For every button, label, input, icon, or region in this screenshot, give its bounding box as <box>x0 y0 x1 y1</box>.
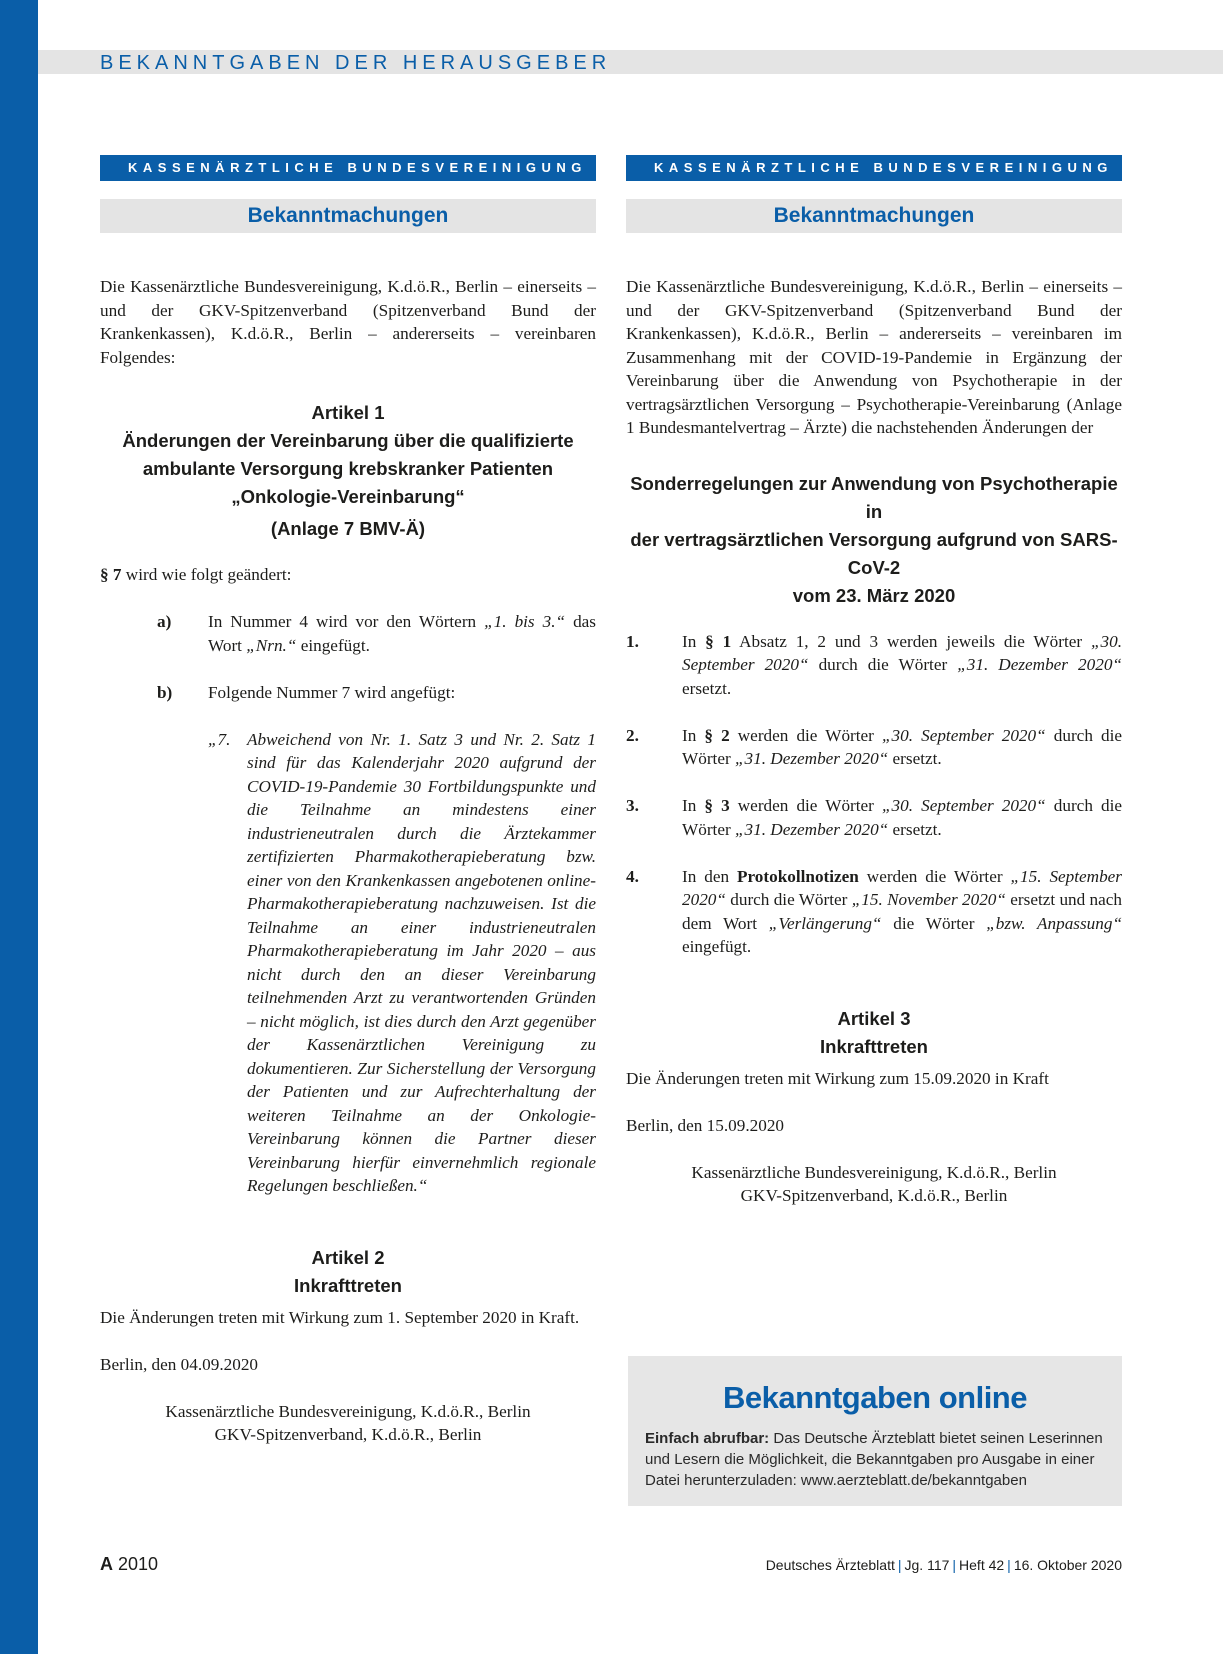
intro-paragraph: Die Kassenärztliche Bundesvereinigung, K.d.ö.R., Berlin – einerseits – und der GKV-Spitzenverband (Spitzenverband Bund der Krankenkassen), K.d.ö.R., Berlin – andererseits – vereinbaren im Zusammenhang mit der COVID-19-Pandemie in Ergänzung der Vereinbarung über die Anwendung von Psychotherapie in der vertragsärztlichen Versorgung – Psychotherapie-Vereinbarung (Anlage 1 Bundesmantelvertrag – Ärzte) die nachstehenden Änderungen der <box>626 277 1122 437</box>
signatory: GKV-Spitzenverband, K.d.ö.R., Berlin <box>740 1186 1008 1205</box>
signatures <box>100 1400 596 1447</box>
text-run: In <box>682 796 705 815</box>
left-column <box>100 155 596 1447</box>
text-run: In Nummer 4 wird vor den Wörtern <box>208 612 485 631</box>
list-item-3 <box>626 794 1122 841</box>
effective-text: Die Änderungen treten mit Wirkung zum 15.09.2020 in Kraft <box>626 1068 1049 1088</box>
online-info-box <box>628 1356 1122 1506</box>
effective-text: Die Änderungen treten mit Wirkung zum 1. September 2020 in Kraft. <box>100 1307 580 1327</box>
text-run: die Wörter <box>881 913 987 933</box>
list-item-b <box>100 681 596 705</box>
article-2-heading <box>100 1244 596 1300</box>
online-box-body: Das Deutsche Ärzteblatt bietet seinen Leserinnen und Lesern die Möglichkeit, die Bekanntgaben pro Ausgabe in einer Datei herunterzuladen: www.aerzteblatt.de/bekanntgaben <box>645 1430 1103 1489</box>
item-text <box>682 724 1122 771</box>
text-run: eingefügt. <box>296 635 370 655</box>
italic-run: „1. bis 3.“ <box>484 612 566 631</box>
text-run: ersetzt. <box>888 749 942 768</box>
text-run: eingefügt. <box>682 937 752 956</box>
announcements-heading: Bekanntmachungen <box>626 199 1122 233</box>
text-run: durch die Wörter <box>682 796 1122 839</box>
heading-line: vom 23. März 2020 <box>792 584 956 606</box>
text-run: ersetzt und nach dem Wort <box>682 890 1122 933</box>
italic-run: „Nrn.“ <box>246 635 297 655</box>
italic-run: „30. September 2020“ <box>881 796 1046 815</box>
article-1-heading <box>100 399 596 543</box>
article-3-heading <box>626 1005 1122 1061</box>
heading-line: der vertragsärztlichen Versorgung aufgrund von SARS-CoV-2 <box>630 528 1118 578</box>
quote-text: Abweichend von Nr. 1. Satz 3 und Nr. 2. Satz 1 sind für das Kalenderjahr 2020 aufgrund der COVID-19-Pandemie 30 Fortbildungspunkte und die Teilnahme an mindestens einer industrieneutralen durch die Ärztekammer zertifizierten Pharmakotherapieberatung bzw. einer von den Krankenkassen angebotenen online-Pharmakotherapieberatung nachzuweisen. Ist die Teilnahme an einer industrieneutralen Pharmakotherapieberatung im Jahr 2020 – aus nicht durch den an dieser Vereinbarung teilnehmenden Arzt zu verantwortenden Gründen – nicht möglich, ist dies durch den Arzt gegenüber der Kassenärztlichen Vereinigung zu dokumentieren. Zur Sicherstellung der Versorgung der Patienten und zur Aufrechterhaltung der weiteren Teilnahme an der Onkologie-Vereinbarung können die Partner dieser Vereinbarung hierfür einvernehmlich regionale Regelungen beschließen.“ <box>247 729 596 1195</box>
item-number: 4. <box>626 866 639 886</box>
article-subtitle: Inkrafttreten <box>294 1274 402 1296</box>
org-bar: KASSENÄRZTLICHE BUNDESVEREINIGUNG <box>626 155 1122 181</box>
article-title: Artikel 3 <box>837 1007 911 1029</box>
article-subtitle: Inkrafttreten <box>820 1035 928 1057</box>
italic-run: „31. Dezember 2020“ <box>734 749 889 768</box>
item-label: b) <box>157 682 173 702</box>
online-box-title: Bekanntgaben online <box>723 1380 1027 1415</box>
page-number-value: 2010 <box>118 1554 159 1574</box>
item-number: 1. <box>626 631 639 651</box>
special-rules-heading <box>626 470 1122 610</box>
text-run: ersetzt. <box>888 819 942 839</box>
signatory: Kassenärztliche Bundesvereinigung, K.d.ö.R., Berlin <box>691 1162 1057 1182</box>
item-number: 2. <box>626 725 639 745</box>
text-run: durch die Wörter <box>725 890 852 909</box>
item-text <box>208 610 596 657</box>
list-item-4 <box>626 865 1122 959</box>
text-run: In <box>682 631 706 651</box>
item-number: 3. <box>626 796 639 815</box>
text-run: das Wort <box>208 612 596 655</box>
item-text <box>682 630 1122 701</box>
signatory: Kassenärztliche Bundesvereinigung, K.d.ö.R., Berlin <box>165 1401 531 1421</box>
online-box-lead: Einfach abrufbar: <box>645 1430 770 1447</box>
item-text <box>682 794 1122 841</box>
article-title: Artikel 1 <box>311 402 385 423</box>
item-text <box>682 865 1122 959</box>
text-run: werden die Wörter <box>858 866 1011 886</box>
issue: Heft 42 <box>959 1557 1005 1573</box>
right-column <box>626 155 1122 1208</box>
bold-run: § 3 <box>704 796 730 815</box>
intro-paragraph: Die Kassenärztliche Bundesvereinigung, K.d.ö.R., Berlin – einerseits – und der GKV-Spitzenverband (Spitzenverband Bund der Krankenkassen), K.d.ö.R., Berlin – andererseits – vereinbaren Folgendes: <box>100 277 596 367</box>
item-text: Folgende Nummer 7 wird angefügt: <box>208 682 456 702</box>
left-accent-bar <box>0 0 38 1654</box>
announcements-heading: Bekanntmachungen <box>100 199 596 233</box>
list-item-a <box>100 610 596 657</box>
text-run: Absatz 1, 2 und 3 werden jeweils die Wörter <box>731 631 1091 651</box>
list-item-1 <box>626 630 1122 701</box>
bold-run: § 1 <box>705 631 732 651</box>
list-item-2 <box>626 724 1122 771</box>
italic-run: „bzw. Anpassung“ <box>986 913 1123 933</box>
italic-run: „31. Dezember 2020“ <box>957 655 1122 674</box>
text-run: werden die Wörter <box>729 796 882 815</box>
text-run: ersetzt. <box>682 678 732 698</box>
online-box-text <box>645 1428 1105 1491</box>
paragraph-text: wird wie folgt geändert: <box>121 565 292 584</box>
italic-run: „30. September 2020“ <box>682 631 1122 674</box>
article-heading-line: „Onkologie-Vereinbarung“ <box>231 486 465 507</box>
article-heading-line: Änderungen der Vereinbarung über die qualifizierte <box>122 430 574 451</box>
text-run: werden die Wörter <box>729 725 882 745</box>
date-line: Berlin, den 15.09.2020 <box>626 1115 785 1135</box>
paragraph-7-line <box>100 563 596 587</box>
text-run: durch die Wörter <box>682 725 1122 768</box>
annex-label: (Anlage 7 BMV-Ä) <box>270 518 426 539</box>
italic-run: „Verlängerung“ <box>768 913 882 933</box>
bold-run: Protokollnotizen <box>736 866 859 886</box>
volume: Jg. 117 <box>904 1557 950 1573</box>
italic-run: „15. September 2020“ <box>682 866 1122 909</box>
page-number <box>100 1554 158 1575</box>
article-heading-line: ambulante Versorgung krebskranker Patienten <box>142 458 554 479</box>
journal-name: Deutsches Ärzteblatt <box>765 1557 895 1573</box>
text-run: In <box>682 725 705 745</box>
item-label: a) <box>157 612 172 631</box>
italic-run: „30. September 2020“ <box>881 725 1046 745</box>
footer-citation <box>766 1557 1122 1573</box>
article-title: Artikel 2 <box>311 1246 385 1268</box>
separator: | <box>1007 1557 1011 1573</box>
text-run: In den <box>682 866 737 886</box>
bold-run: § 2 <box>704 725 730 745</box>
signatures <box>626 1161 1122 1208</box>
page-prefix: A <box>100 1554 113 1574</box>
section-title: BEKANNTGABEN DER HERAUSGEBER <box>100 52 612 74</box>
heading-line: Sonderregelungen zur Anwendung von Psychotherapie in <box>630 472 1118 522</box>
separator: | <box>897 1557 902 1573</box>
org-bar: KASSENÄRZTLICHE BUNDESVEREINIGUNG <box>100 155 596 181</box>
signatory: GKV-Spitzenverband, K.d.ö.R., Berlin <box>214 1425 482 1444</box>
paragraph-ref: § 7 <box>100 565 122 584</box>
separator: | <box>952 1557 957 1573</box>
quoted-provision <box>100 728 596 1198</box>
italic-run: „15. November 2020“ <box>851 890 1006 909</box>
date-line: Berlin, den 04.09.2020 <box>100 1354 259 1374</box>
italic-run: „31. Dezember 2020“ <box>734 819 889 839</box>
quote-number: „7. <box>208 729 231 749</box>
issue-date: 16. Oktober 2020 <box>1013 1557 1122 1573</box>
text-run: durch die Wörter <box>808 655 958 674</box>
